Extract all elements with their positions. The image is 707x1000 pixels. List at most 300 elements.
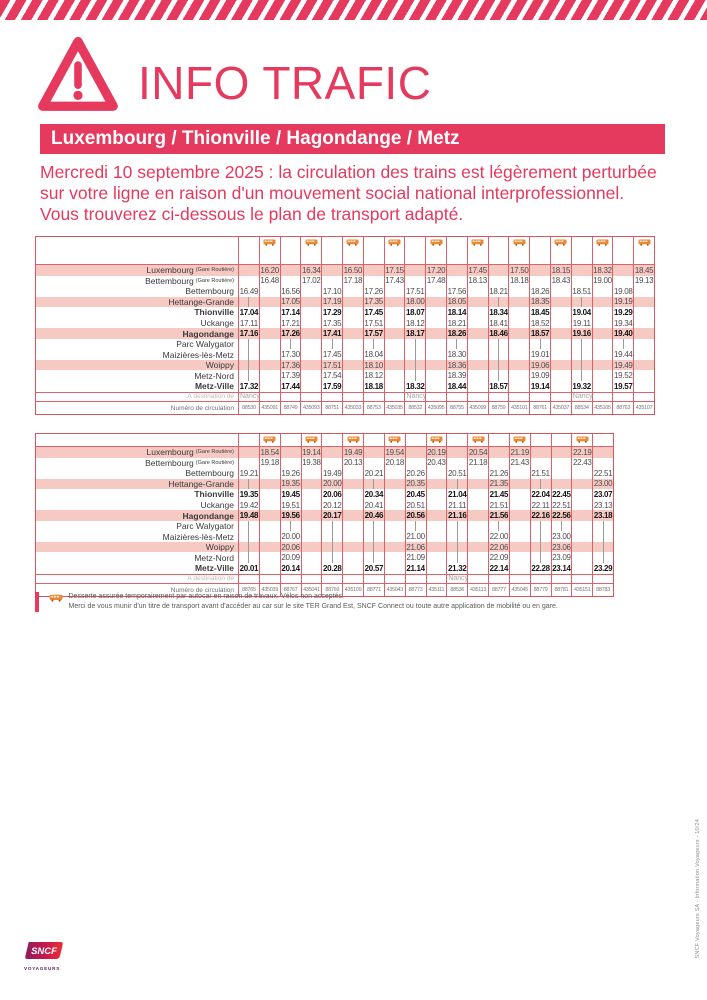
numero-cell: 88751 — [321, 401, 342, 414]
time-cell — [280, 339, 301, 350]
time-cell — [342, 349, 363, 360]
time-cell: 19.00 — [593, 276, 612, 286]
time-cell — [259, 500, 280, 511]
time-cell: 18.35 — [530, 297, 550, 307]
time-cell: 21.04 — [447, 489, 467, 499]
time-cell: 17.11 — [239, 318, 258, 328]
time-cell: 20.06 — [322, 489, 342, 499]
time-cell: 21.00 — [406, 532, 425, 542]
time-cell — [446, 458, 467, 469]
train-column-header — [238, 434, 259, 447]
destination-cell — [342, 574, 363, 584]
legend-line-bus: Desserte assurée temporairement par autocar en raison de travaux. Vélos non acceptés. — [68, 593, 344, 600]
numero-cell: 435033 — [342, 401, 363, 414]
time-cell — [467, 349, 488, 360]
station-label: Parc Walygator — [176, 339, 234, 350]
time-cell — [342, 542, 363, 553]
destination-cell — [280, 392, 301, 402]
pass-through-bar — [498, 339, 499, 350]
bus-column-header — [509, 434, 530, 447]
time-cell: 18.26 — [447, 329, 467, 339]
time-cell: 19.14 — [530, 381, 550, 391]
time-cell — [321, 447, 342, 458]
time-cell — [571, 531, 592, 542]
time-cell — [551, 458, 572, 469]
time-cell — [259, 339, 280, 350]
pass-through-bar — [540, 542, 541, 553]
destination-cell — [467, 392, 488, 402]
time-cell: 19.19 — [614, 297, 633, 307]
time-cell — [488, 339, 509, 350]
time-cell — [446, 479, 467, 490]
time-cell — [467, 468, 488, 479]
time-cell: 18.34 — [489, 307, 508, 317]
station-label: Luxembourg (Gare Routière) — [36, 265, 238, 276]
time-cell: 20.21 — [364, 468, 384, 478]
time-cell: 19.21 — [239, 468, 259, 478]
time-cell — [508, 370, 529, 381]
time-cell: 22.14 — [489, 563, 509, 573]
time-cell — [571, 265, 592, 276]
time-cell — [342, 328, 363, 339]
time-cell: 20.18 — [385, 458, 404, 468]
time-cell: 17.45 — [322, 350, 342, 360]
time-cell: 21.18 — [468, 458, 488, 468]
pass-through-bar — [457, 542, 458, 553]
time-cell — [467, 381, 488, 392]
time-cell: 16.56 — [281, 286, 300, 296]
time-cell — [508, 307, 529, 318]
pass-through-bar — [498, 360, 499, 371]
time-cell — [384, 297, 405, 308]
pass-through-bar — [332, 531, 333, 542]
time-cell — [467, 531, 488, 542]
station-label: Bettembourg (Gare Routière) — [145, 275, 234, 286]
destination-cell — [259, 574, 280, 584]
time-cell — [259, 381, 280, 392]
time-cell: 16.34 — [302, 265, 321, 275]
legend-line-ticket: Merci de vous munir d'un titre de transport avant d'accéder au car sur le site TER Grand Est, SNCF Connect ou toute autre application de mobilité ou en gare. — [68, 602, 558, 610]
time-cell: 17.19 — [322, 297, 342, 307]
time-cell: 18.51 — [572, 286, 591, 296]
time-cell: 22.51 — [593, 468, 613, 478]
bus-column-header — [300, 237, 321, 265]
time-cell — [551, 468, 572, 479]
time-cell — [300, 381, 321, 392]
time-cell: 17.51 — [322, 360, 342, 370]
time-cell — [384, 500, 405, 511]
time-cell: 17.48 — [426, 276, 446, 286]
time-cell: 21.51 — [489, 500, 509, 510]
timetable-afternoon — [35, 236, 655, 415]
bus-column-header — [342, 237, 363, 265]
time-cell: 17.18 — [343, 276, 363, 286]
time-cell — [633, 328, 654, 339]
time-cell — [300, 360, 321, 371]
time-cell — [488, 521, 509, 532]
bus-column-header — [633, 237, 654, 265]
legend-accent-bar — [35, 592, 39, 612]
time-cell — [301, 510, 322, 521]
pass-through-bar — [540, 531, 541, 542]
time-cell — [342, 531, 363, 542]
time-cell — [508, 318, 529, 329]
station-label: Woippy — [36, 360, 238, 371]
time-cell: 17.20 — [426, 265, 446, 275]
pass-through-bar — [290, 521, 291, 532]
time-cell — [384, 468, 405, 479]
destination-cell — [384, 574, 405, 584]
pass-through-bar — [373, 479, 374, 490]
pass-through-bar — [457, 479, 458, 490]
time-cell: 17.59 — [322, 381, 342, 391]
time-cell: 17.41 — [322, 329, 342, 339]
time-cell — [592, 552, 613, 563]
pass-through-bar — [332, 552, 333, 563]
time-cell — [301, 489, 322, 500]
time-cell — [508, 328, 529, 339]
time-cell: 17.35 — [322, 318, 342, 328]
pass-through-bar — [248, 349, 249, 360]
time-cell — [301, 479, 322, 490]
time-cell: 21.26 — [489, 468, 509, 478]
time-cell: 20.51 — [447, 468, 467, 478]
time-cell — [426, 479, 447, 490]
time-cell: 17.02 — [302, 276, 321, 286]
time-cell — [571, 521, 592, 532]
time-cell — [509, 500, 530, 511]
time-cell — [259, 510, 280, 521]
time-cell: 19.08 — [614, 286, 633, 296]
time-cell — [321, 521, 342, 532]
destination-cell — [321, 574, 342, 584]
page-title: INFO TRAFIC — [138, 57, 432, 109]
time-cell: 21.56 — [489, 511, 509, 521]
time-cell — [280, 265, 301, 276]
time-cell — [259, 328, 280, 339]
time-cell — [238, 276, 259, 287]
time-cell — [363, 447, 384, 458]
time-cell — [425, 318, 446, 329]
time-cell — [259, 360, 280, 371]
time-cell — [342, 339, 363, 350]
destination-cell — [259, 392, 280, 402]
time-cell — [342, 468, 363, 479]
time-cell — [384, 542, 405, 553]
time-cell — [301, 563, 322, 574]
time-cell: 16.49 — [239, 286, 259, 296]
time-cell — [467, 563, 488, 574]
time-cell: 22.51 — [552, 500, 571, 510]
destination-cell — [633, 392, 654, 402]
time-cell — [404, 339, 425, 350]
time-cell — [571, 349, 592, 360]
time-cell — [238, 339, 259, 350]
time-cell: 18.30 — [447, 350, 467, 360]
time-cell — [425, 286, 446, 297]
time-cell: 18.10 — [364, 360, 383, 370]
time-cell — [633, 360, 654, 371]
destination-cell — [529, 392, 550, 402]
train-column-header — [404, 237, 425, 265]
time-cell: 23.29 — [593, 563, 613, 573]
time-cell: 19.18 — [260, 458, 279, 468]
bus-icon — [430, 239, 443, 246]
time-cell — [384, 328, 405, 339]
time-cell — [363, 552, 384, 563]
time-cell — [363, 542, 384, 553]
station-label: Maizières-lès-Metz — [162, 531, 234, 542]
destination-cell — [467, 574, 488, 584]
time-cell: 17.10 — [322, 286, 342, 296]
time-cell — [259, 552, 280, 563]
destination-cell — [530, 574, 551, 584]
time-cell — [238, 552, 259, 563]
time-cell — [633, 307, 654, 318]
time-cell: 16.50 — [343, 265, 363, 275]
time-cell: 21.09 — [406, 553, 425, 563]
time-cell: 20.51 — [406, 500, 425, 510]
legend-text — [69, 592, 558, 611]
time-cell — [592, 381, 613, 392]
time-cell — [259, 286, 280, 297]
time-cell: 21.51 — [531, 468, 550, 478]
time-cell — [404, 370, 425, 381]
time-cell — [550, 307, 571, 318]
time-cell: 19.29 — [614, 307, 633, 317]
destination-cell — [509, 574, 530, 584]
corner-cell — [36, 434, 238, 447]
pass-through-bar — [457, 521, 458, 532]
bus-icon — [263, 239, 276, 246]
time-cell: 19.40 — [614, 329, 633, 339]
time-cell — [363, 521, 384, 532]
time-cell — [300, 349, 321, 360]
pass-through-bar — [248, 339, 249, 350]
time-cell: 19.38 — [302, 458, 321, 468]
time-cell: 18.14 — [447, 307, 467, 317]
time-cell — [342, 510, 363, 521]
pass-through-bar — [581, 339, 582, 350]
time-cell — [508, 349, 529, 360]
time-cell: 20.34 — [364, 489, 384, 499]
station-label: Metz-Nord — [194, 370, 234, 381]
time-cell — [426, 468, 447, 479]
time-cell — [280, 521, 301, 532]
time-cell: 20.28 — [322, 563, 342, 573]
time-cell: 18.21 — [489, 286, 508, 296]
time-cell: 22.06 — [489, 542, 509, 552]
time-cell: 20.26 — [406, 468, 425, 478]
bus-column-header — [508, 237, 529, 265]
time-cell — [509, 489, 530, 500]
time-cell: 17.14 — [281, 307, 300, 317]
train-column-header — [488, 237, 509, 265]
time-cell — [488, 297, 509, 308]
time-cell: 22.09 — [489, 553, 509, 563]
bus-icon — [430, 436, 443, 443]
time-cell — [530, 552, 551, 563]
time-cell: 18.52 — [530, 318, 550, 328]
time-cell — [467, 489, 488, 500]
time-cell — [467, 510, 488, 521]
time-cell — [321, 339, 342, 350]
numero-cell: 88763 — [612, 401, 633, 414]
numero-cell: 88759 — [488, 401, 509, 414]
time-cell — [509, 510, 530, 521]
bus-icon — [347, 436, 360, 443]
numero-cell: 435093 — [300, 401, 321, 414]
time-cell: 23.13 — [593, 500, 613, 510]
destination-cell — [301, 574, 322, 584]
time-cell: 20.14 — [281, 563, 300, 573]
time-cell — [529, 339, 550, 350]
time-cell: 19.06 — [530, 360, 550, 370]
pass-through-bar — [581, 370, 582, 381]
time-cell: 18.57 — [530, 329, 550, 339]
destination-cell — [592, 574, 613, 584]
pass-through-bar — [373, 521, 374, 532]
time-cell — [384, 360, 405, 371]
time-cell: 18.00 — [406, 297, 425, 307]
time-cell — [363, 458, 384, 469]
time-cell — [571, 468, 592, 479]
pass-through-bar — [456, 339, 457, 350]
time-cell — [508, 381, 529, 392]
time-cell — [300, 339, 321, 350]
time-cell — [426, 500, 447, 511]
destination-cell — [446, 392, 467, 402]
time-cell — [342, 370, 363, 381]
time-cell — [467, 286, 488, 297]
bus-icon — [513, 239, 526, 246]
time-cell — [530, 542, 551, 553]
time-cell: 19.49 — [343, 447, 363, 457]
time-cell: 23.14 — [552, 563, 571, 573]
destination-cell — [384, 392, 405, 402]
time-cell — [633, 286, 654, 297]
pass-through-bar — [603, 542, 604, 553]
train-column-header — [529, 237, 550, 265]
time-cell — [488, 265, 509, 276]
time-cell: 19.48 — [239, 511, 259, 521]
train-column-header — [612, 237, 633, 265]
time-cell — [633, 318, 654, 329]
numero-cell: 435101 — [508, 401, 529, 414]
station-label: Hagondange — [36, 328, 238, 339]
time-cell — [300, 307, 321, 318]
numero-cell: 435037 — [550, 401, 571, 414]
bus-column-header — [425, 237, 446, 265]
pass-through-bar — [498, 297, 499, 308]
intro-line: Vous trouverez ci-dessous le plan de transport adapté. — [40, 204, 464, 224]
station-label: Bettembourg — [185, 468, 234, 479]
intro-line: Mercredi 10 septembre 2025 : la circulation des trains est légèrement perturbée — [40, 162, 657, 182]
time-cell — [633, 339, 654, 350]
time-cell: 16.20 — [260, 265, 279, 275]
time-cell — [509, 479, 530, 490]
destination-cell: Nancy — [448, 575, 469, 583]
time-cell — [342, 563, 363, 574]
time-cell: 17.36 — [281, 360, 300, 370]
time-cell — [425, 381, 446, 392]
time-cell: 18.18 — [510, 276, 529, 286]
time-cell — [612, 339, 633, 350]
time-cell: 19.49 — [322, 468, 342, 478]
numero-cell: 435099 — [467, 401, 488, 414]
station-label: Bettembourg (Gare Routière) — [145, 457, 234, 468]
time-cell: 22.00 — [489, 532, 509, 542]
time-cell: 17.44 — [281, 381, 300, 391]
time-cell — [592, 447, 613, 458]
time-cell: 23.00 — [552, 532, 571, 542]
time-cell — [592, 307, 613, 318]
destination-cell — [342, 392, 363, 402]
destination-cell — [363, 574, 384, 584]
time-cell — [550, 370, 571, 381]
time-cell — [446, 265, 467, 276]
time-cell: 18.04 — [364, 350, 383, 360]
time-cell — [571, 339, 592, 350]
time-cell: 19.54 — [385, 447, 404, 457]
time-cell — [384, 531, 405, 542]
pass-through-bar — [415, 370, 416, 381]
time-cell: 18.46 — [489, 329, 508, 339]
pass-through-bar — [332, 339, 333, 350]
time-cell — [446, 542, 467, 553]
time-cell — [342, 552, 363, 563]
time-cell: 18.32 — [593, 265, 612, 275]
bus-icon — [576, 436, 589, 443]
destination-cell — [321, 392, 342, 402]
numero-cell: 88530 — [238, 401, 259, 414]
time-cell: 20.01 — [239, 563, 259, 573]
bus-icon — [49, 594, 63, 602]
station-label: Metz-Nord — [194, 552, 234, 563]
time-cell — [238, 447, 259, 458]
time-cell — [425, 370, 446, 381]
pass-through-bar — [373, 531, 374, 542]
time-cell: 17.35 — [364, 297, 383, 307]
time-cell: 20.56 — [406, 511, 425, 521]
warning-triangle-icon — [36, 30, 120, 122]
bus-icon — [346, 239, 359, 246]
numero-cell: 435095 — [425, 401, 446, 414]
time-cell — [342, 360, 363, 371]
time-cell — [633, 349, 654, 360]
time-cell: 22.56 — [552, 511, 571, 521]
time-cell — [342, 521, 363, 532]
time-cell — [633, 370, 654, 381]
time-cell — [300, 328, 321, 339]
time-cell: 18.43 — [551, 276, 571, 286]
time-cell: 18.12 — [364, 371, 383, 381]
time-cell: 21.14 — [406, 563, 425, 573]
numero-cell: 88779 — [530, 583, 551, 596]
pass-through-bar — [581, 360, 582, 371]
numero-row-label: Numéro de circulation — [36, 583, 238, 596]
time-cell — [280, 447, 301, 458]
pass-through-bar — [603, 521, 604, 532]
time-cell — [508, 339, 529, 350]
train-column-header — [363, 434, 384, 447]
numero-cell: 435091 — [259, 401, 280, 414]
time-cell — [508, 297, 529, 308]
station-label: Uckange — [200, 500, 234, 510]
time-cell — [467, 328, 488, 339]
time-cell — [571, 563, 592, 574]
bus-icon — [388, 436, 401, 443]
